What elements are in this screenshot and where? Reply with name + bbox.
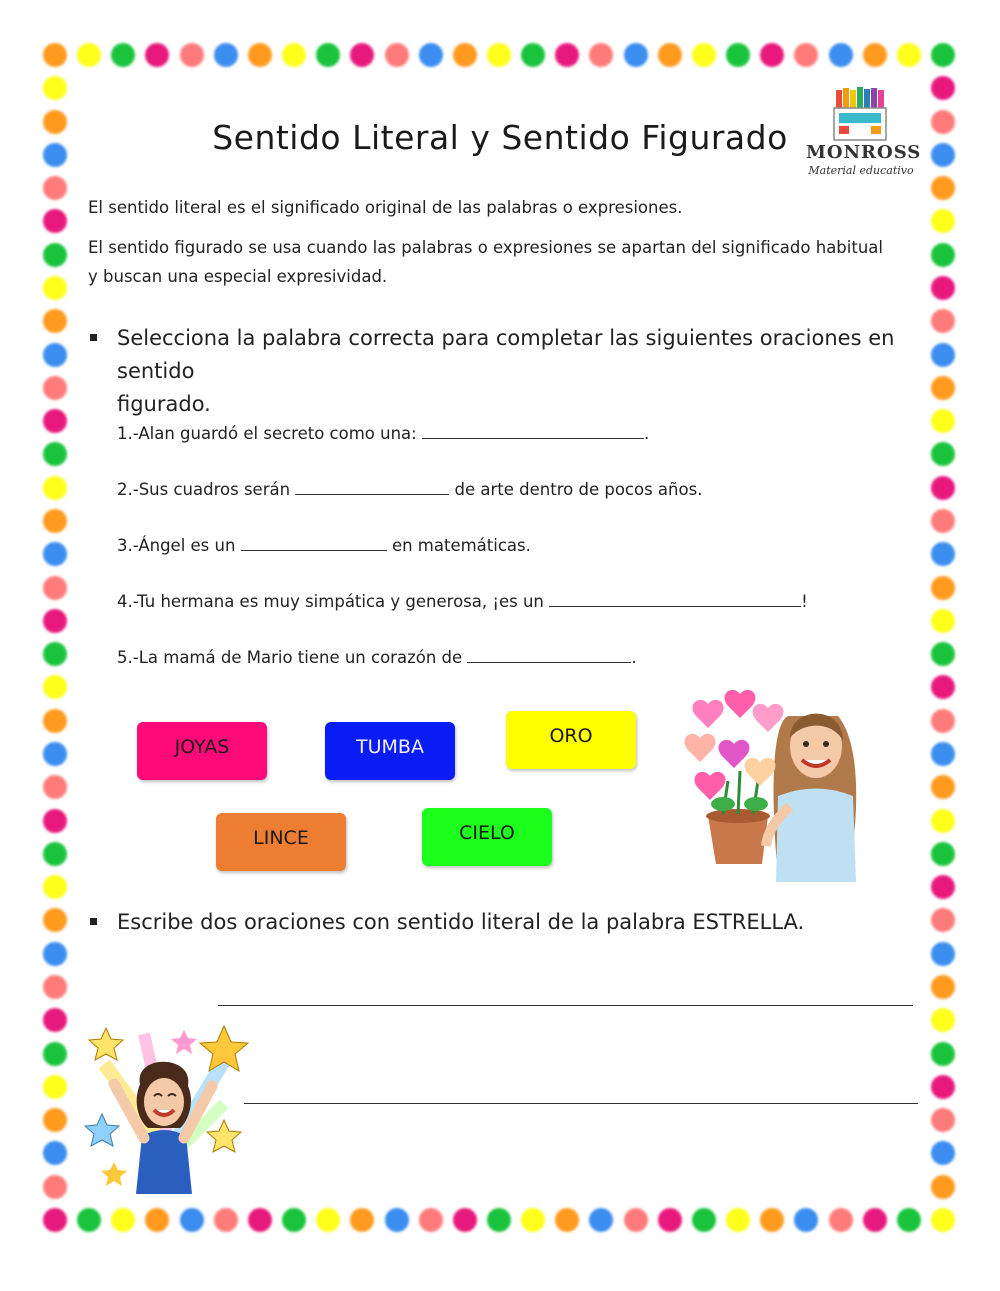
- answer-blank-4[interactable]: [549, 592, 801, 607]
- border-dot: [145, 1208, 169, 1232]
- border-dot: [931, 775, 955, 799]
- border-dot: [385, 43, 409, 67]
- border-dot: [487, 43, 511, 67]
- instruction-write: [90, 906, 910, 939]
- border-dot: [43, 442, 67, 466]
- border-dot: [931, 942, 955, 966]
- border-dot: [43, 775, 67, 799]
- border-dot: [931, 43, 955, 67]
- word-option-cielo[interactable]: CIELO: [422, 808, 552, 866]
- border-dot: [43, 276, 67, 300]
- border-dot: [760, 1208, 784, 1232]
- border-dot: [931, 809, 955, 833]
- border-dot: [419, 43, 443, 67]
- border-dot: [931, 875, 955, 899]
- bullet-square: [90, 918, 97, 925]
- writing-line-2[interactable]: [244, 1103, 918, 1104]
- border-dot: [829, 1208, 853, 1232]
- border-dot: [350, 1208, 374, 1232]
- border-dot: [931, 908, 955, 932]
- border-dot: [316, 1208, 340, 1232]
- border-dot: [931, 243, 955, 267]
- border-dot: [43, 642, 67, 666]
- sentence-2: 2.-Sus cuadros serán de arte dentro de pocos años.: [117, 480, 703, 499]
- border-dot: [931, 975, 955, 999]
- border-dot: [555, 43, 579, 67]
- border-dot: [726, 43, 750, 67]
- sentence-4: 4.-Tu hermana es muy simpática y generosa, ¡es un !: [117, 592, 808, 611]
- border-dot: [43, 809, 67, 833]
- border-dot: [43, 1042, 67, 1066]
- border-dot: [77, 1208, 101, 1232]
- border-dot: [931, 1042, 955, 1066]
- border-dot: [248, 43, 272, 67]
- border-dot: [931, 1175, 955, 1199]
- border-dot: [43, 476, 67, 500]
- sentence-3: 3.-Ángel es un en matemáticas.: [117, 536, 531, 555]
- border-dot: [931, 409, 955, 433]
- border-dot: [43, 76, 67, 100]
- border-dot: [555, 1208, 579, 1232]
- word-option-joyas[interactable]: JOYAS: [137, 722, 267, 780]
- border-dot: [43, 1108, 67, 1132]
- border-dot: [43, 243, 67, 267]
- border-dot: [794, 43, 818, 67]
- border-dot: [43, 576, 67, 600]
- border-dot: [658, 43, 682, 67]
- logo: [806, 86, 922, 186]
- border-dot: [453, 43, 477, 67]
- border-dot: [111, 1208, 135, 1232]
- border-dot: [487, 1208, 511, 1232]
- border-dot: [43, 43, 67, 67]
- border-dot: [77, 43, 101, 67]
- word-option-oro[interactable]: ORO: [506, 711, 636, 769]
- border-dot: [43, 675, 67, 699]
- border-dot: [521, 1208, 545, 1232]
- sentence-5: 5.-La mamá de Mario tiene un corazón de .: [117, 648, 637, 667]
- logo-subtitle: Material educativo: [808, 164, 914, 177]
- answer-blank-5[interactable]: [467, 648, 631, 663]
- border-dot: [897, 1208, 921, 1232]
- woman-cheering-with-stars-illustration: [84, 1024, 252, 1194]
- border-dot: [43, 509, 67, 533]
- border-dot: [521, 43, 545, 67]
- border-dot: [316, 43, 340, 67]
- sentence-1: 1.-Alan guardó el secreto como una: .: [117, 424, 650, 443]
- writing-line-1[interactable]: [218, 1005, 913, 1006]
- border-dot: [931, 609, 955, 633]
- border-dot: [43, 875, 67, 899]
- instruction-select-line2: figurado.: [117, 392, 211, 416]
- border-dot: [931, 110, 955, 134]
- answer-blank-3[interactable]: [241, 536, 387, 551]
- word-option-tumba[interactable]: TUMBA: [325, 722, 455, 780]
- border-dot: [43, 1141, 67, 1165]
- border-dot: [931, 742, 955, 766]
- border-dot: [658, 1208, 682, 1232]
- border-dot: [863, 43, 887, 67]
- border-dot: [43, 709, 67, 733]
- border-dot: [248, 1208, 272, 1232]
- border-dot: [282, 43, 306, 67]
- border-dot: [180, 43, 204, 67]
- border-dot: [692, 1208, 716, 1232]
- border-dot: [931, 376, 955, 400]
- crayon-box-icon: [806, 86, 916, 146]
- border-dot: [829, 43, 853, 67]
- border-dot: [931, 709, 955, 733]
- border-dot: [43, 1208, 67, 1232]
- border-dot: [43, 542, 67, 566]
- border-dot: [43, 376, 67, 400]
- woman-with-heart-flowers-illustration: [678, 686, 878, 882]
- border-dot: [931, 1008, 955, 1032]
- border-dot: [43, 309, 67, 333]
- border-dot: [931, 442, 955, 466]
- definition-figurado-line1: El sentido figurado se usa cuando las palabras o expresiones se apartan del significado habitual: [88, 238, 883, 257]
- page-title: Sentido Literal y Sentido Figurado: [212, 118, 788, 157]
- border-dot: [624, 1208, 648, 1232]
- border-dot: [931, 1208, 955, 1232]
- border-dot: [794, 1208, 818, 1232]
- border-dot: [931, 343, 955, 367]
- border-dot: [419, 1208, 443, 1232]
- border-dot: [385, 1208, 409, 1232]
- border-dot: [692, 43, 716, 67]
- border-dot: [897, 43, 921, 67]
- border-dot: [43, 143, 67, 167]
- border-dot: [43, 609, 67, 633]
- border-dot: [931, 1141, 955, 1165]
- border-dot: [863, 1208, 887, 1232]
- instruction-write-text: Escribe dos oraciones con sentido literal de la palabra ESTRELLA.: [117, 910, 805, 934]
- border-dot: [931, 209, 955, 233]
- instruction-select-line1: Selecciona la palabra correcta para completar las siguientes oraciones en sentido: [117, 326, 895, 383]
- word-option-lince[interactable]: LINCE: [216, 813, 346, 871]
- border-dot: [43, 742, 67, 766]
- border-dot: [180, 1208, 204, 1232]
- border-dot: [43, 975, 67, 999]
- border-dot: [931, 176, 955, 200]
- border-dot: [931, 842, 955, 866]
- definition-figurado-line2: y buscan una especial expresividad.: [88, 267, 388, 286]
- instruction-select: [90, 322, 910, 421]
- border-dot: [931, 276, 955, 300]
- border-dot: [43, 842, 67, 866]
- border-dot: [214, 1208, 238, 1232]
- border-dot: [931, 476, 955, 500]
- border-dot: [43, 908, 67, 932]
- border-dot: [726, 1208, 750, 1232]
- border-dot: [43, 176, 67, 200]
- logo-name: MONROSS: [806, 142, 922, 163]
- border-dot: [214, 43, 238, 67]
- border-dot: [453, 1208, 477, 1232]
- border-dot: [931, 309, 955, 333]
- border-dot: [43, 343, 67, 367]
- definition-literal: El sentido literal es el significado original de las palabras o expresiones.: [88, 198, 683, 217]
- border-dot: [931, 1108, 955, 1132]
- border-dot: [43, 1008, 67, 1032]
- border-dot: [931, 1075, 955, 1099]
- border-dot: [111, 43, 135, 67]
- border-dot: [350, 43, 374, 67]
- answer-blank-2[interactable]: [295, 480, 449, 495]
- border-dot: [931, 675, 955, 699]
- border-dot: [931, 143, 955, 167]
- border-dot: [624, 43, 648, 67]
- border-dot: [43, 110, 67, 134]
- border-dot: [931, 76, 955, 100]
- bullet-square: [90, 334, 97, 341]
- border-dot: [43, 1175, 67, 1199]
- border-dot: [931, 642, 955, 666]
- border-dot: [589, 43, 613, 67]
- border-dot: [931, 542, 955, 566]
- border-dot: [931, 509, 955, 533]
- border-dot: [43, 209, 67, 233]
- border-dot: [43, 409, 67, 433]
- border-dot: [760, 43, 784, 67]
- border-dot: [145, 43, 169, 67]
- border-dot: [931, 576, 955, 600]
- border-dot: [282, 1208, 306, 1232]
- answer-blank-1[interactable]: [422, 424, 644, 439]
- border-dot: [43, 1075, 67, 1099]
- border-dot: [43, 942, 67, 966]
- border-dot: [589, 1208, 613, 1232]
